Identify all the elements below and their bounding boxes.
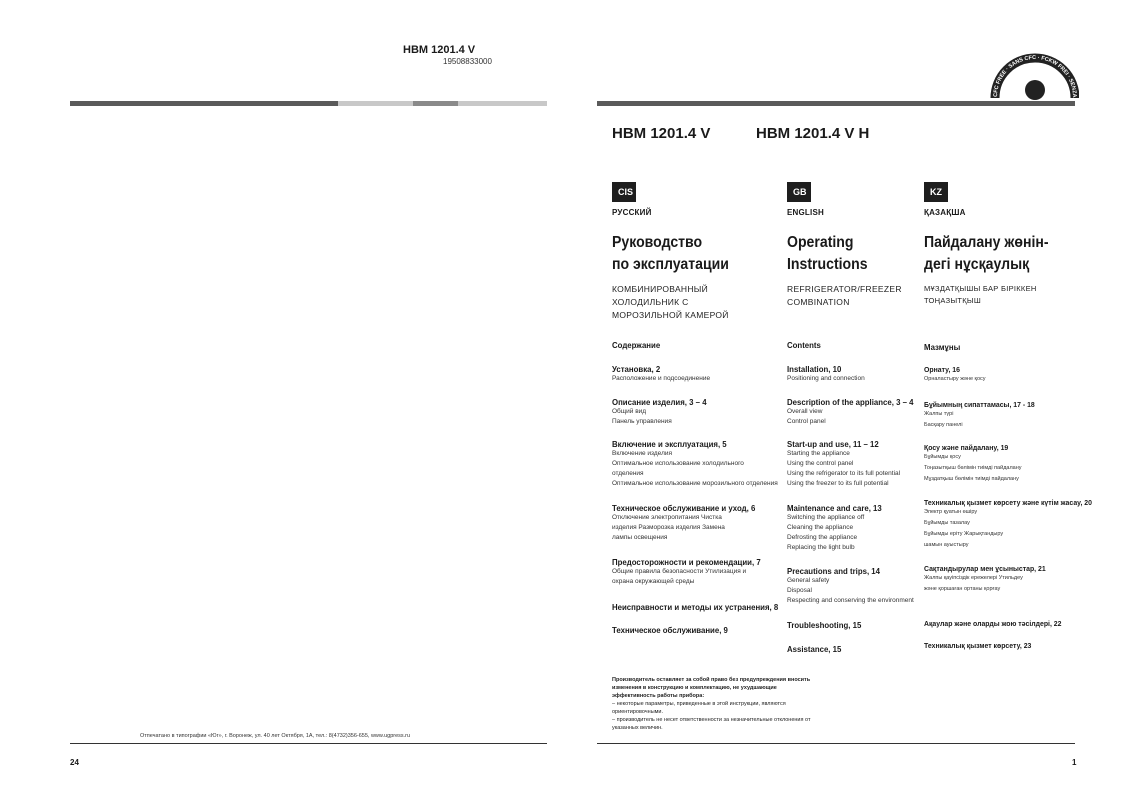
- toc-item: және қоршаған ортаны қорғау: [924, 586, 1001, 592]
- toc-item: General safety: [787, 577, 830, 584]
- left-bar-mid: [413, 101, 458, 106]
- toc-cis-5: Неисправности и методы их устранения, 8: [612, 602, 779, 612]
- toc-item: Включение изделия: [612, 450, 673, 457]
- cfc-free-logo: [985, 50, 1079, 100]
- header-code: 19508833000: [443, 57, 492, 66]
- lang-cis: РУССКИЙ: [612, 208, 652, 217]
- title-gb: Operating Instructions: [787, 234, 868, 273]
- toc-item: Жалпы қауіпсіздік ережелері Утильдеу: [924, 575, 1023, 581]
- toc-item: Расположение и подсоединение: [612, 375, 711, 382]
- toc-item: Using the refrigerator to its full potential: [787, 470, 901, 477]
- toc-kz-6: Техникалық қызмет көрсету, 23: [924, 641, 1032, 650]
- toc-cis-4: [612, 557, 774, 587]
- left-bottom-rule: [70, 743, 547, 744]
- right-bottom-rule: [597, 743, 1075, 744]
- toc-cis-3: [612, 503, 768, 543]
- toc-item: Replacing the light bulb: [787, 544, 855, 551]
- toc-kz-2: [924, 443, 1022, 485]
- toc-gb-6: Assistance, 15: [787, 644, 842, 654]
- toc-item: охрана окружающей среды: [612, 578, 695, 585]
- subtitle-gb: REFRIGERATOR/FREEZER COMBINATION: [787, 284, 902, 307]
- toc-section-title: Бұйымның сипаттамасы, 17 - 18: [924, 400, 1035, 409]
- left-bar-light-2: [458, 101, 547, 106]
- toc-item: Тоңазытқыш бөлімін тиімді пайдалану: [924, 465, 1022, 471]
- toc-item: изделия Разморозка изделия Замена: [612, 524, 725, 531]
- toc-section-title: Техникалық қызмет көрсету және күтім жасау, 20: [924, 498, 1092, 507]
- badge-kz: KZ: [924, 182, 948, 202]
- subtitle-cis: КОМБИНИРОВАННЫЙ ХОЛОДИЛЬНИК С МОРОЗИЛЬНОЙ КАМЕРОЙ: [612, 284, 729, 320]
- toc-cis-2: [612, 439, 778, 489]
- model-2: HBM 1201.4 V H: [756, 125, 870, 142]
- page-number-left: 24: [70, 758, 79, 767]
- toc-section-title: Installation, 10: [787, 364, 842, 374]
- toc-section-title: Предосторожности и рекомендации, 7: [612, 557, 761, 567]
- toc-gb-1: [787, 397, 924, 427]
- header-model: HBM 1201.4 V: [403, 44, 476, 56]
- left-bar-light: [338, 101, 413, 106]
- contents-kz: Мазмұны: [924, 342, 961, 352]
- model-1: HBM 1201.4 V: [612, 125, 711, 142]
- toc-section-title: Maintenance and care, 13: [787, 503, 882, 513]
- toc-item: Cleaning the appliance: [787, 524, 854, 531]
- notice-line-1: – некоторые параметры, приведенные в этой инструкции, являются ориентировочными.: [612, 701, 786, 715]
- toc-kz-4: [924, 564, 1056, 595]
- contents-gb: Contents: [787, 340, 821, 350]
- toc-item: Отключение электропитания Чистка: [612, 514, 722, 521]
- toc-cis-6: Техническое обслуживание, 9: [612, 625, 728, 635]
- column-kz: [924, 182, 1066, 307]
- toc-gb-5: Troubleshooting, 15: [787, 620, 862, 630]
- toc-section-title: Сақтандырулар мен ұсыныстар, 21: [924, 564, 1046, 573]
- page-number-right: 1: [1072, 758, 1077, 767]
- toc-item: Using the control panel: [787, 460, 854, 467]
- toc-cis-1: [612, 397, 715, 427]
- toc-item: Общие правила безопасности Утилизация и: [612, 568, 747, 575]
- column-gb: [787, 182, 902, 309]
- logo-text: CFC FREE · SANS CFC · FCKW FREI · SENZA: [992, 54, 1078, 98]
- toc-item: Оптимальное использование холодильного: [612, 460, 744, 467]
- contents-cis: Содержание: [612, 340, 661, 350]
- lang-kz: ҚАЗАҚША: [924, 208, 966, 217]
- toc-section-title: Орнату, 16: [924, 365, 960, 374]
- left-bar-dark: [70, 101, 338, 106]
- toc-section-title: Description of the appliance, 3 – 4: [787, 397, 914, 407]
- toc-item: Defrosting the appliance: [787, 534, 858, 541]
- notice-bold: Производитель оставляет за собой право без предупреждения вносить изменения в конструкцию и комплектацию, не ухудшающие эффективность работы прибора:: [612, 677, 811, 699]
- toc-item: Positioning and connection: [787, 375, 865, 382]
- toc-item: отделения: [612, 470, 644, 477]
- toc-gb-3: [787, 503, 890, 553]
- toc-item: Control panel: [787, 418, 826, 425]
- toc-item: Disposal: [787, 587, 812, 594]
- toc-item: Бұйымды тазалау: [924, 520, 970, 526]
- toc-gb-0: [787, 364, 865, 384]
- toc-item: Панель управления: [612, 418, 672, 425]
- toc-kz-5: Ақаулар және оларды жою тәсілдері, 22: [924, 619, 1062, 628]
- toc-item: Оптимальное использование морозильного отделения: [612, 480, 778, 487]
- toc-item: Электр қуатын өшіру: [924, 509, 978, 515]
- toc-section-title: Описание изделия, 3 – 4: [612, 397, 707, 407]
- toc-item: шамын ауыстыру: [924, 542, 969, 548]
- toc-item: Switching the appliance off: [787, 514, 865, 521]
- toc-kz-3: [924, 498, 1107, 551]
- toc-section-title: Precautions and trips, 14: [787, 566, 881, 576]
- toc-item: Мұздатқыш бөлімін тиімді пайдалану: [924, 476, 1019, 482]
- toc-item: Бұйымды еріту Жарықтандыру: [924, 531, 1004, 537]
- badge-gb: GB: [787, 182, 811, 202]
- toc-section-title: Включение и эксплуатация, 5: [612, 439, 727, 449]
- toc-section-title: Техническое обслуживание и уход, 6: [612, 503, 756, 513]
- toc-section-title: Start-up and use, 11 – 12: [787, 439, 879, 449]
- toc-item: Жалпы түрі: [924, 411, 954, 417]
- toc-item: Using the freezer to its full potential: [787, 480, 889, 487]
- toc-item: Общий вид: [612, 408, 647, 415]
- subtitle-kz: МҰЗДАТҚЫШЫ БАР БІРІККЕН ТОҢАЗЫТҚЫШ: [924, 284, 1037, 305]
- toc-cis-0: [612, 364, 710, 384]
- title-cis: Руководство по эксплуатации: [612, 234, 729, 273]
- title-kz: Пайдалану жөнін- дегі нұсқаулық: [924, 234, 1049, 273]
- toc-section-title: Қосу және пайдалану, 19: [924, 443, 1009, 452]
- toc-kz-1: [924, 400, 1044, 431]
- toc-item: Басқару панелі: [924, 422, 963, 428]
- toc-item: лампы освещения: [612, 534, 668, 541]
- toc-item: Бұйымды қосу: [924, 454, 961, 460]
- lang-gb: ENGLISH: [787, 208, 824, 217]
- toc-item: Overall view: [787, 408, 823, 415]
- right-bar-dark: [597, 101, 1075, 106]
- manufacturer-notice: [612, 676, 812, 732]
- toc-gb-4: [787, 566, 914, 606]
- print-info: Отпечатано в типографии «Юг», г. Воронеж, ул. 40 лет Октября, 1А, тел.: 8(4732)356-655, www.ugpress.ru: [140, 733, 411, 739]
- badge-cis: CIS: [612, 182, 636, 202]
- toc-item: Respecting and conserving the environment: [787, 597, 914, 604]
- toc-item: Starting the appliance: [787, 450, 850, 457]
- toc-section-title: Установка, 2: [612, 364, 661, 374]
- notice-line-2: – производитель не несет ответственности за незначительные отклонения от указанных величин.: [612, 717, 811, 731]
- column-cis: [612, 182, 745, 322]
- toc-gb-2: [787, 439, 900, 489]
- toc-kz-0: [924, 365, 986, 385]
- toc-item: Орналастыру және қосу: [924, 376, 986, 382]
